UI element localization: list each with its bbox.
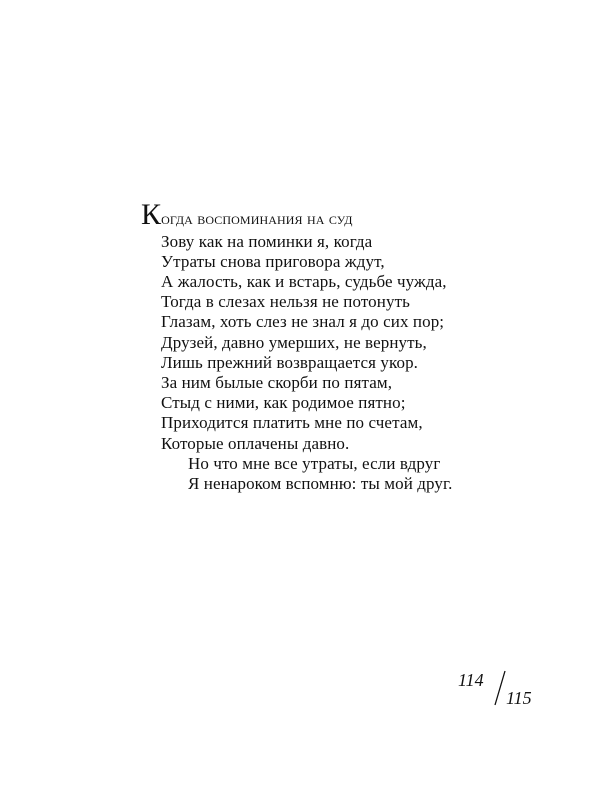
drop-cap: К xyxy=(141,198,162,231)
poem-line-9: За ним былые скорби по пятам, xyxy=(161,373,393,392)
couplet-line-1: Но что мне все утраты, если вдруг xyxy=(188,454,441,473)
poem-line-10: Стыд с ними, как родимое пятно; xyxy=(161,393,406,412)
poem-line-3: Утраты снова приговора ждут, xyxy=(161,252,385,271)
first-line-text: огда воспоминания на суд xyxy=(161,209,353,228)
poem-line-8: Лишь прежний возвращается укор. xyxy=(161,353,419,372)
poem-line-7: Друзей, давно умерших, не вернуть, xyxy=(161,333,427,352)
left-page-number: 114 xyxy=(458,670,484,690)
poem-line-12: Которые оплачены давно. xyxy=(161,434,350,453)
page-folio xyxy=(458,670,538,714)
poem-line-2: Зову как на поминки я, когда xyxy=(161,232,373,251)
poem-first-line xyxy=(141,198,353,233)
poem-line-11: Приходится платить мне по счетам, xyxy=(161,413,423,432)
folio-slash xyxy=(494,670,506,706)
poem-line-6: Глазам, хоть слез не знал я до сих пор; xyxy=(161,312,445,331)
couplet-line-2: Я ненароком вспомню: ты мой друг. xyxy=(188,474,453,493)
poem-line-5: Тогда в слезах нельзя не потонуть xyxy=(161,292,410,311)
right-page-number: 115 xyxy=(506,688,532,708)
poem-line-4: А жалость, как и встарь, судьбе чужда, xyxy=(161,272,447,291)
